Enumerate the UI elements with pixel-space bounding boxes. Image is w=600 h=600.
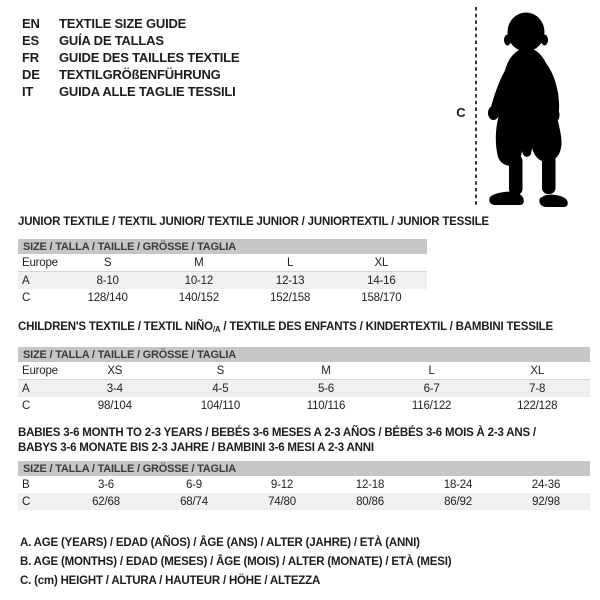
value-cell: 68/74 bbox=[150, 493, 238, 510]
size-cell: M bbox=[273, 362, 379, 380]
height-label-c: C bbox=[456, 105, 466, 120]
language-title: GUIDE DES TAILLES TEXTILE bbox=[59, 50, 240, 65]
row-label: A bbox=[18, 380, 62, 398]
language-code: EN bbox=[22, 16, 40, 31]
language-code: IT bbox=[22, 84, 34, 99]
region-row bbox=[18, 254, 427, 272]
size-cell: S bbox=[62, 254, 153, 272]
language-title: GUIDA ALLE TAGLIE TESSILI bbox=[59, 84, 236, 99]
footnote-a: A. AGE (YEARS) / EDAD (AÑOS) / ÂGE (ANS) / ALTER (JAHRE) / ETÀ (ANNI) bbox=[20, 537, 420, 549]
language-list bbox=[22, 15, 239, 100]
row-label: C bbox=[22, 291, 31, 304]
language-row-fr bbox=[22, 49, 239, 66]
age-months-row bbox=[18, 476, 590, 493]
value-cell: 158/170 bbox=[361, 291, 402, 304]
babies-size-table bbox=[18, 461, 590, 510]
value-cell: 152/158 bbox=[270, 291, 311, 304]
value-cell: 10-12 bbox=[153, 272, 244, 290]
babies-section-title bbox=[18, 426, 593, 456]
value-cell: 116/122 bbox=[411, 399, 452, 412]
value-cell: 74/80 bbox=[238, 493, 326, 510]
row-label: A bbox=[18, 272, 62, 290]
size-header-bar: SIZE / TALLA / TAILLE / GRÖSSE / TAGLIA bbox=[18, 347, 590, 362]
value-cell: 110/116 bbox=[306, 399, 346, 412]
size-cell: XS bbox=[62, 362, 168, 380]
value-cell: 3-4 bbox=[62, 380, 168, 398]
junior-section-title: JUNIOR TEXTILE / TEXTIL JUNIOR/ TEXTILE JUNIOR / JUNIORTEXTIL / JUNIOR TESSILE bbox=[18, 216, 489, 228]
value-cell: 6-7 bbox=[379, 380, 485, 398]
value-cell: 86/92 bbox=[414, 493, 502, 510]
children-title-prefix: CHILDREN'S TEXTILE / TEXTIL NIÑO bbox=[18, 321, 213, 333]
language-title: GUÍA DE TALLAS bbox=[59, 33, 164, 48]
size-cell: XL bbox=[336, 254, 427, 272]
value-cell: 92/98 bbox=[502, 493, 590, 510]
value-cell: 14-16 bbox=[336, 272, 427, 290]
region-label: Europe bbox=[18, 362, 62, 380]
height-row bbox=[18, 493, 590, 510]
row-label: B bbox=[22, 478, 30, 491]
value-cell: 80/86 bbox=[326, 493, 414, 510]
region-label: Europe bbox=[18, 254, 62, 272]
size-header-bar: SIZE / TALLA / TAILLE / GRÖSSE / TAGLIA bbox=[18, 461, 590, 476]
babies-title-line2: BABYS 3-6 MONATE BIS 2-3 JAHRE / BAMBINI 3-6 MESI A 2-3 ANNI bbox=[18, 442, 374, 454]
language-row-it bbox=[22, 83, 239, 100]
value-cell: 104/110 bbox=[200, 399, 241, 412]
children-size-table bbox=[18, 347, 590, 414]
children-title-subscript: /A bbox=[212, 325, 221, 334]
language-code: FR bbox=[22, 50, 39, 65]
value-cell: 128/140 bbox=[87, 291, 128, 304]
babies-title-line1: BABIES 3-6 MONTH TO 2-3 YEARS / BEBÉS 3-6 MESES A 2-3 AÑOS / BÉBÉS 3-6 MOIS À 2-3 ANS / bbox=[18, 427, 536, 439]
value-cell: 9-12 bbox=[270, 478, 294, 491]
size-cell: XL bbox=[484, 362, 590, 380]
value-cell: 8-10 bbox=[62, 272, 153, 290]
value-cell: 12-13 bbox=[245, 272, 336, 290]
junior-size-table bbox=[18, 239, 427, 306]
value-cell: 18-24 bbox=[443, 478, 473, 491]
value-cell: 12-18 bbox=[355, 478, 385, 491]
footnote-b: B. AGE (MONTHS) / EDAD (MESES) / ÂGE (MOIS) / ALTER (MONATE) / ETÀ (MESI) bbox=[20, 556, 452, 568]
baby-silhouette bbox=[488, 13, 568, 208]
value-cell: 62/68 bbox=[62, 493, 150, 510]
children-title-suffix: / TEXTILE DES ENFANTS / KINDERTEXTIL / BAMBINI TESSILE bbox=[220, 321, 553, 333]
row-label: C bbox=[22, 399, 31, 412]
footnote-c: C. (cm) HEIGHT / ALTURA / HAUTEUR / HÖHE / ALTEZZA bbox=[20, 575, 321, 587]
language-title: TEXTILE SIZE GUIDE bbox=[59, 16, 187, 31]
value-cell: 5-6 bbox=[273, 380, 379, 398]
size-cell: S bbox=[168, 362, 274, 380]
language-code: ES bbox=[22, 33, 39, 48]
language-row-en bbox=[22, 15, 239, 32]
size-cell: M bbox=[153, 254, 244, 272]
height-row bbox=[18, 397, 590, 414]
language-row-de bbox=[22, 66, 239, 83]
age-row bbox=[18, 380, 590, 398]
language-row-es bbox=[22, 32, 239, 49]
region-row bbox=[18, 362, 590, 380]
row-label: C bbox=[18, 493, 62, 510]
size-header-bar: SIZE / TALLA / TAILLE / GRÖSSE / TAGLIA bbox=[18, 239, 427, 254]
language-code: DE bbox=[22, 67, 40, 82]
age-row bbox=[18, 272, 427, 290]
value-cell: 6-9 bbox=[185, 478, 203, 491]
size-cell: L bbox=[379, 362, 485, 380]
value-cell: 3-6 bbox=[97, 478, 115, 491]
value-cell: 122/128 bbox=[517, 399, 558, 412]
language-title: TEXTILGRÖßENFÜHRUNG bbox=[59, 67, 221, 82]
height-row bbox=[18, 289, 427, 306]
value-cell: 98/104 bbox=[97, 399, 132, 412]
value-cell: 4-5 bbox=[168, 380, 274, 398]
children-section-title bbox=[18, 320, 593, 337]
footnotes bbox=[20, 534, 451, 591]
value-cell: 24-36 bbox=[531, 478, 561, 491]
value-cell: 7-8 bbox=[484, 380, 590, 398]
size-cell: L bbox=[245, 254, 336, 272]
value-cell: 140/152 bbox=[178, 291, 219, 304]
